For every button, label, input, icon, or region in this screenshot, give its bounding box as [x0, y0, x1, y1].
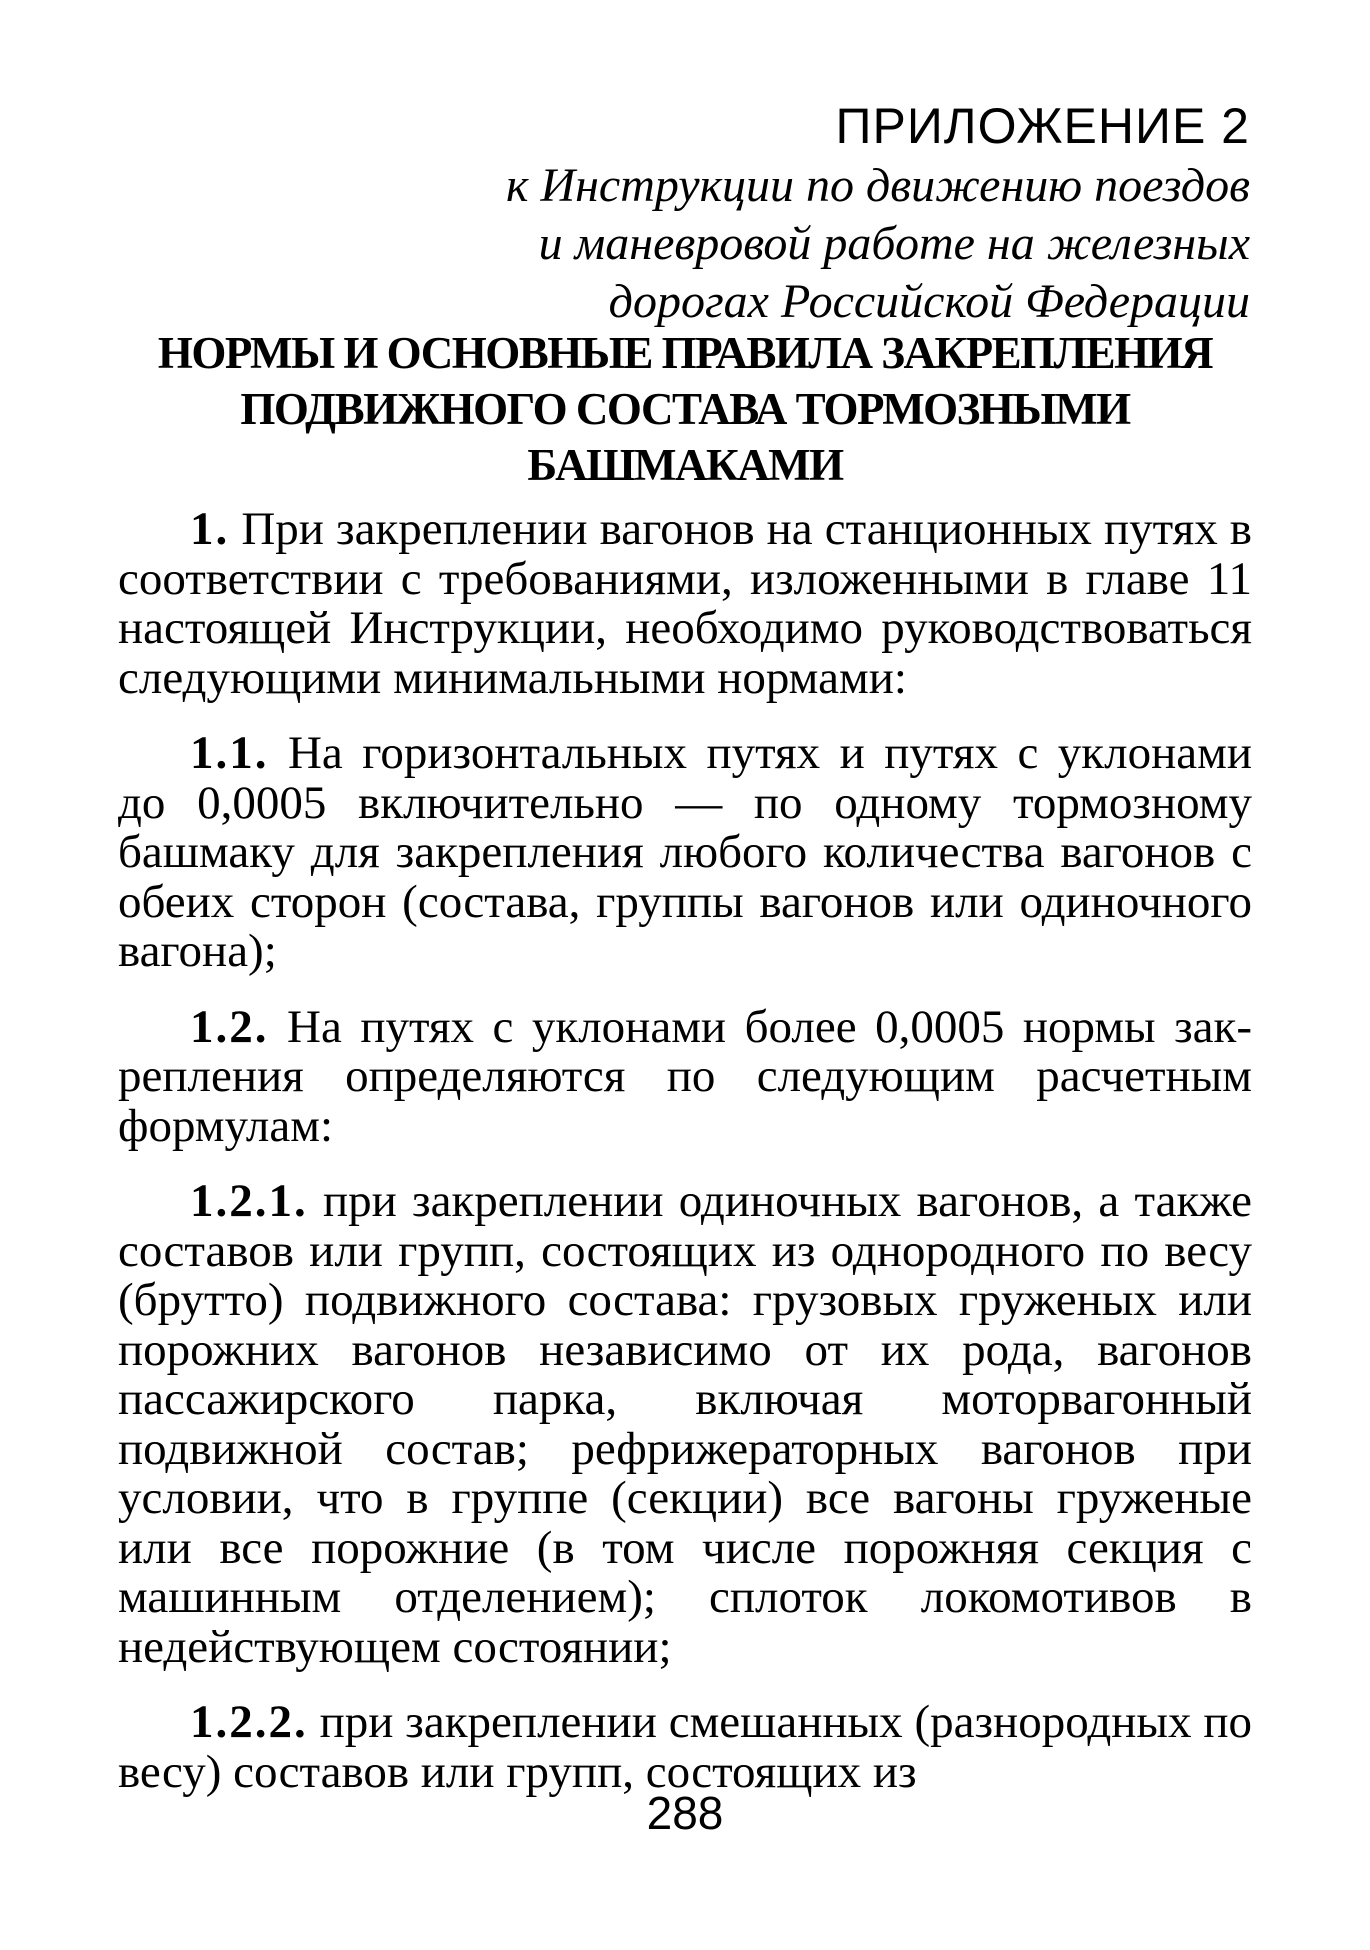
paragraph-text: На путях с уклонами более 0,0005 нормы закрепления определяются по следующим расчетным формулам: [118, 1000, 1253, 1152]
appendix-subtitle-line: и маневровой работе на железных [538, 217, 1250, 270]
page-number: 288 [646, 1787, 724, 1839]
appendix-title: ПРИЛОЖЕНИЕ 2 [835, 98, 1250, 154]
paragraph-number: 1.2.1. [190, 1175, 308, 1227]
heading-line: БАШМАКАМИ [527, 440, 843, 490]
paragraph-1-2 [118, 1000, 1253, 1152]
paragraph-1-2-2 [118, 1698, 1252, 1797]
paragraph-1-1 [118, 729, 1252, 977]
paragraph-number: 1.2.2. [190, 1696, 308, 1748]
document-heading [120, 325, 1250, 493]
paragraph-text: На горизонтальных путях и путях с уклонами до 0,0005 включительно — по одному тормозному башмаку для закрепления любого количества вагонов с обеих сторон (состава, группы вагонов или одиночного вагона); [118, 727, 1252, 977]
paragraph-number: 1.2. [190, 1000, 269, 1053]
paragraph-text: При закреплении вагонов на станционных путях в соответствии с требованиями, изложенными в главе 11 настоящей Инструкции, необходимо руководствоваться следующими минимальными нормами: [118, 503, 1252, 704]
heading-line: НОРМЫ И ОСНОВНЫЕ ПРАВИЛА ЗАКРЕПЛЕНИЯ [157, 328, 1213, 378]
appendix-header [506, 95, 1250, 331]
paragraph-number: 1. [190, 503, 230, 555]
appendix-subtitle-line: дорогах Российской Федерации [608, 275, 1250, 328]
appendix-subtitle-line: к Инструкции по движению поездов [506, 159, 1250, 212]
paragraph-1 [118, 505, 1252, 703]
paragraph-text: при закреплении одиночных вагонов, а также составов или групп, состоящих из однородного по весу (брутто) подвижного состава: грузовых груженых или порожних вагонов независимо от их рода, вагонов пассажирского парка, включая моторвагонный подвижной состав; рефрижераторных вагонов при условии, что в группе (секции) все вагоны груженые или все порожние (в том числе порожняя секция с машинным отделением); сплоток локомотивов в недействующем состоянии; [118, 1175, 1253, 1673]
paragraph-1-2-1 [118, 1177, 1252, 1672]
paragraph-number: 1.1. [190, 727, 269, 779]
paragraph-text: при закреплении смешанных (разнородных по весу) составов или групп, состоящих из [118, 1696, 1253, 1798]
document-body [118, 505, 1252, 1823]
heading-line: ПОДВИЖНОГО СОСТАВА ТОРМОЗНЫМИ [240, 384, 1130, 434]
